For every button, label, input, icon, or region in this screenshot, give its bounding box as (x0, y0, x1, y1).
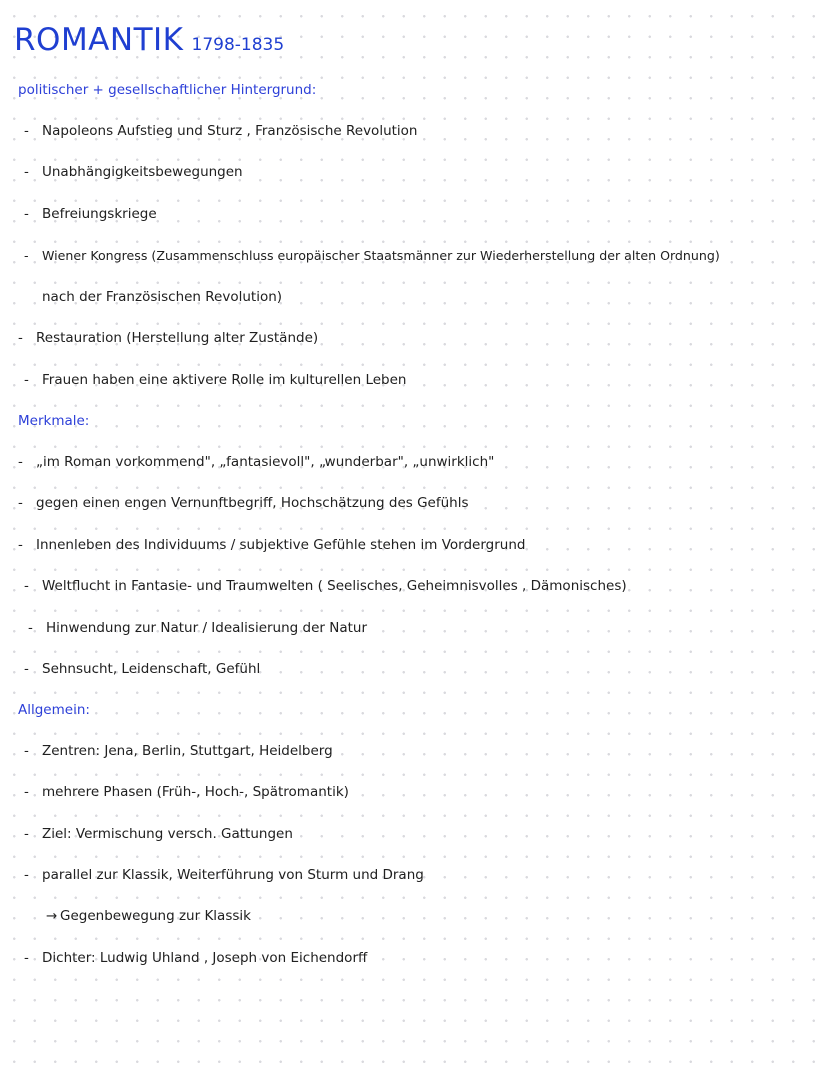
list-item: - Sehnsucht, Leidenschaft, Gefühl (24, 661, 261, 677)
heading-merkmale: Merkmale: (18, 413, 90, 429)
list-item-sub: → Gegenbewegung zur Klassik (46, 908, 251, 924)
list-item-continuation: nach der Französischen Revolution) (42, 289, 283, 305)
list-item: - mehrere Phasen (Früh-, Hoch-, Spätromantik) (24, 784, 349, 800)
list-item: - gegen einen engen Vernunftbegriff, Hochschätzung des Gefühls (18, 495, 469, 511)
title-main: ROMANTIK (14, 22, 184, 58)
list-item: - Hinwendung zur Natur / Idealisierung der Natur (28, 620, 368, 636)
list-item: - Unabhängigkeitsbewegungen (24, 164, 243, 180)
list-item: - Restauration (Herstellung alter Zustände) (18, 330, 319, 346)
list-item: - Befreiungskriege (24, 206, 157, 222)
heading-allgemein: Allgemein: (18, 702, 90, 718)
page-title (14, 22, 284, 58)
list-item: - Weltflucht in Fantasie- und Traumwelten ( Seelisches, Geheimnisvolles , Dämonisches) (24, 578, 627, 594)
list-item: - Zentren: Jena, Berlin, Stuttgart, Heidelberg (24, 743, 333, 759)
heading-hintergrund: politischer + gesellschaftlicher Hintergrund: (18, 82, 317, 98)
list-item: - Wiener Kongress (Zusammenschluss europäischer Staatsmänner zur Wiederherstellung der alten Ordnung) (24, 248, 720, 263)
list-item: - Innenleben des Individuums / subjektive Gefühle stehen im Vordergrund (18, 537, 526, 553)
list-item: - parallel zur Klassik, Weiterführung von Sturm und Drang (24, 867, 424, 883)
list-item: - Dichter: Ludwig Uhland , Joseph von Eichendorff (24, 950, 368, 966)
list-item: - Ziel: Vermischung versch. Gattungen (24, 826, 293, 842)
arrow-right-icon: → (46, 908, 58, 924)
title-years: 1798-1835 (191, 35, 285, 55)
list-item: - Napoleons Aufstieg und Sturz , Französische Revolution (24, 123, 418, 139)
list-item: - „im Roman vorkommend", „fantasievoll", „wunderbar", „unwirklich" (18, 454, 495, 470)
list-item: - Frauen haben eine aktivere Rolle im kulturellen Leben (24, 372, 407, 388)
